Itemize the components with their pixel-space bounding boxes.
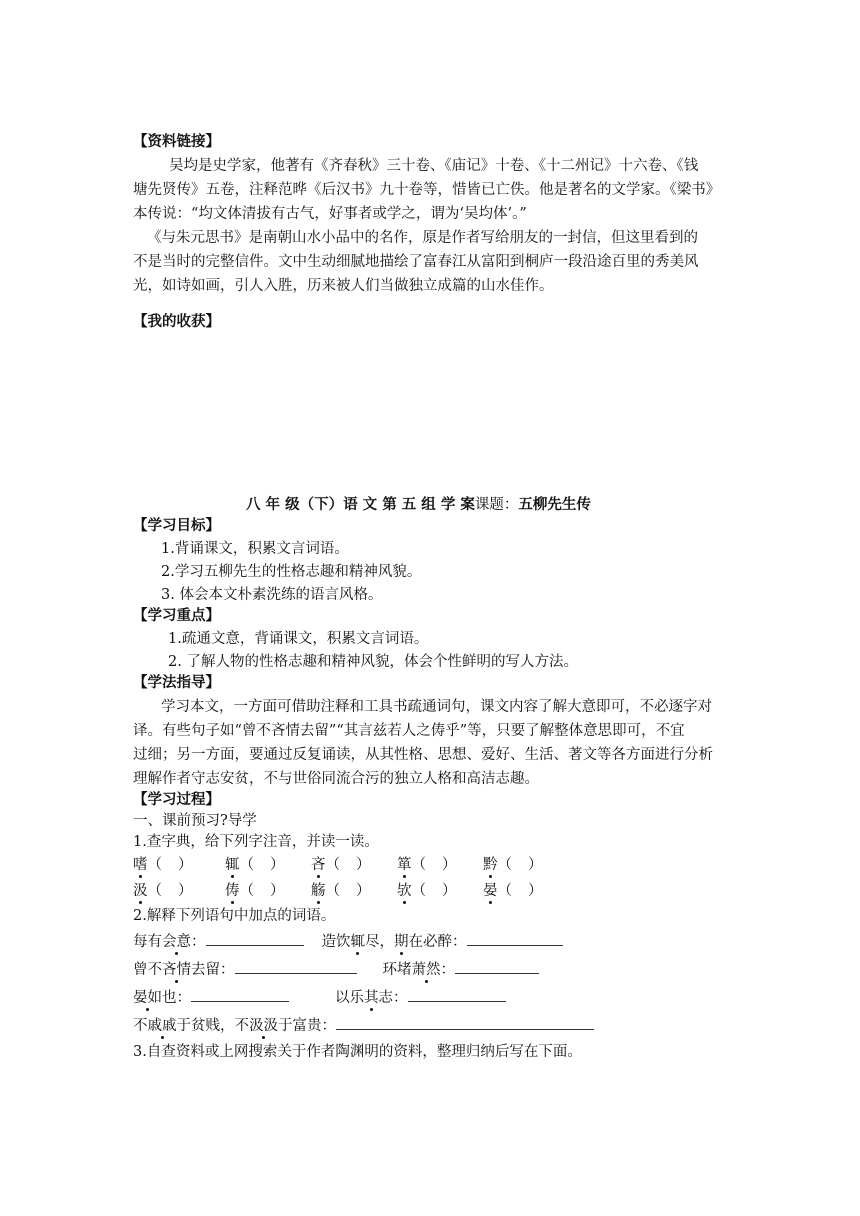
pinyin-item: 黔（ ） <box>483 857 543 873</box>
resource-link-p2-line3: 光，如诗如画，引人入胜，历来被人们当做独立成篇的山水佳作。 <box>133 278 554 294</box>
objective-item-1: 1.背诵课文，积累文言词语。 <box>161 541 349 557</box>
resource-link-p2-line2: 不是当时的完整信件。文中生动细腻地描绘了富春江从富阳到桐庐一段沿途百里的秀美风 <box>133 254 699 270</box>
pinyin-item: 欤（ ） <box>397 883 457 899</box>
resource-link-p1-line3: 本传说：“均文体清拔有古气，好事者或学之，谓为‘吴均体’。” <box>133 206 527 222</box>
process-section-1: 一、课前预习?导学 <box>133 813 257 829</box>
key-points-heading: 【学习重点】 <box>133 607 220 624</box>
pinyin-item: 晏（ ） <box>483 883 543 899</box>
answer-blank[interactable] <box>235 959 357 974</box>
pinyin-row-2 <box>133 882 569 900</box>
lesson-subject-prefix: 课题： <box>474 497 519 513</box>
pinyin-row-1 <box>133 856 569 874</box>
lesson-title-text: 八 年 级（下）语 文 第 五 组 学 案 <box>246 496 475 513</box>
resource-link-p1-line2: 塘先贤传》五卷，注释范晔《后汉书》九十卷等，惜皆已亡佚。他是著名的文学家。《梁书》 <box>133 182 721 198</box>
method-heading: 【学法指导】 <box>133 674 220 691</box>
answer-blank[interactable] <box>408 987 506 1002</box>
explain-row-4: 不戚戚于贫贱，不汲汲于富贵： <box>133 1015 594 1035</box>
lesson-title <box>246 496 591 514</box>
key-point-item-2: 2. 了解人物的性格志趣和精神风貌，体会个性鲜明的写人方法。 <box>168 654 578 670</box>
key-point-item-1: 1.疏通文意，背诵课文，积累文言词语。 <box>168 631 429 647</box>
process-task-2: 2.解释下列语句中加点的词语。 <box>133 908 336 924</box>
pinyin-item: 辄（ ） <box>225 857 285 873</box>
process-task-3: 3.自查资料或上网搜索关于作者陶渊明的资料，整理归纳后写在下面。 <box>133 1044 582 1060</box>
method-line-2: 译。有些句子如“曾不吝情去留”“其言兹若人之俦乎”等，只要了解整体意思即可，不宜 <box>133 723 685 739</box>
resource-link-p2-line1: 《与朱元思书》是南朝山水小品中的名作，原是作者写给朋友的一封信，但这里看到的 <box>147 230 698 246</box>
answer-blank[interactable] <box>455 959 539 974</box>
pinyin-item: 俦（ ） <box>225 883 285 899</box>
explain-row-1: 每有会意： 造饮辄尽，期在必醉： <box>133 931 563 951</box>
method-line-3: 过细；另一方面，要通过反复诵读，从其性格、思想、爱好、生活、著文等各方面进行分析 <box>133 747 713 763</box>
answer-blank[interactable] <box>467 931 563 946</box>
process-task-1: 1.查字典，给下列字注音，并读一读。 <box>133 834 379 850</box>
objectives-heading: 【学习目标】 <box>133 517 220 534</box>
resource-link-heading: 【资料链接】 <box>133 133 220 150</box>
objective-item-2: 2.学习五柳先生的性格志趣和精神风貌。 <box>161 564 422 580</box>
pinyin-item: 吝（ ） <box>311 857 371 873</box>
explain-row-2: 曾不吝情去留： 环堵萧然： <box>133 959 539 979</box>
resource-link-p1-line1: 吴均是史学家，他著有《齐春秋》三十卷、《庙记》十卷、《十二州记》十六卷、《钱 <box>169 158 699 174</box>
harvest-heading: 【我的收获】 <box>133 313 220 330</box>
pinyin-item: 汲（ ） <box>133 883 193 899</box>
objective-item-3: 3. 体会本文朴素洗练的语言风格。 <box>161 587 383 603</box>
pinyin-item: 嗜（ ） <box>133 857 193 873</box>
answer-blank[interactable] <box>336 1015 594 1030</box>
lesson-subject: 五柳先生传 <box>518 496 591 513</box>
process-heading: 【学习过程】 <box>133 791 220 808</box>
pinyin-item: 觞（ ） <box>311 883 371 899</box>
method-line-4: 理解作者守志安贫，不与世俗同流合污的独立人格和高洁志趣。 <box>133 771 539 787</box>
answer-blank[interactable] <box>206 931 304 946</box>
pinyin-item: 箪（ ） <box>397 857 457 873</box>
answer-blank[interactable] <box>191 987 289 1002</box>
method-line-1: 学习本文，一方面可借助注释和工具书疏通词句，课文内容了解大意即可，不必逐字对 <box>161 699 712 715</box>
explain-row-3: 晏如也： 以乐其志： <box>133 987 506 1007</box>
